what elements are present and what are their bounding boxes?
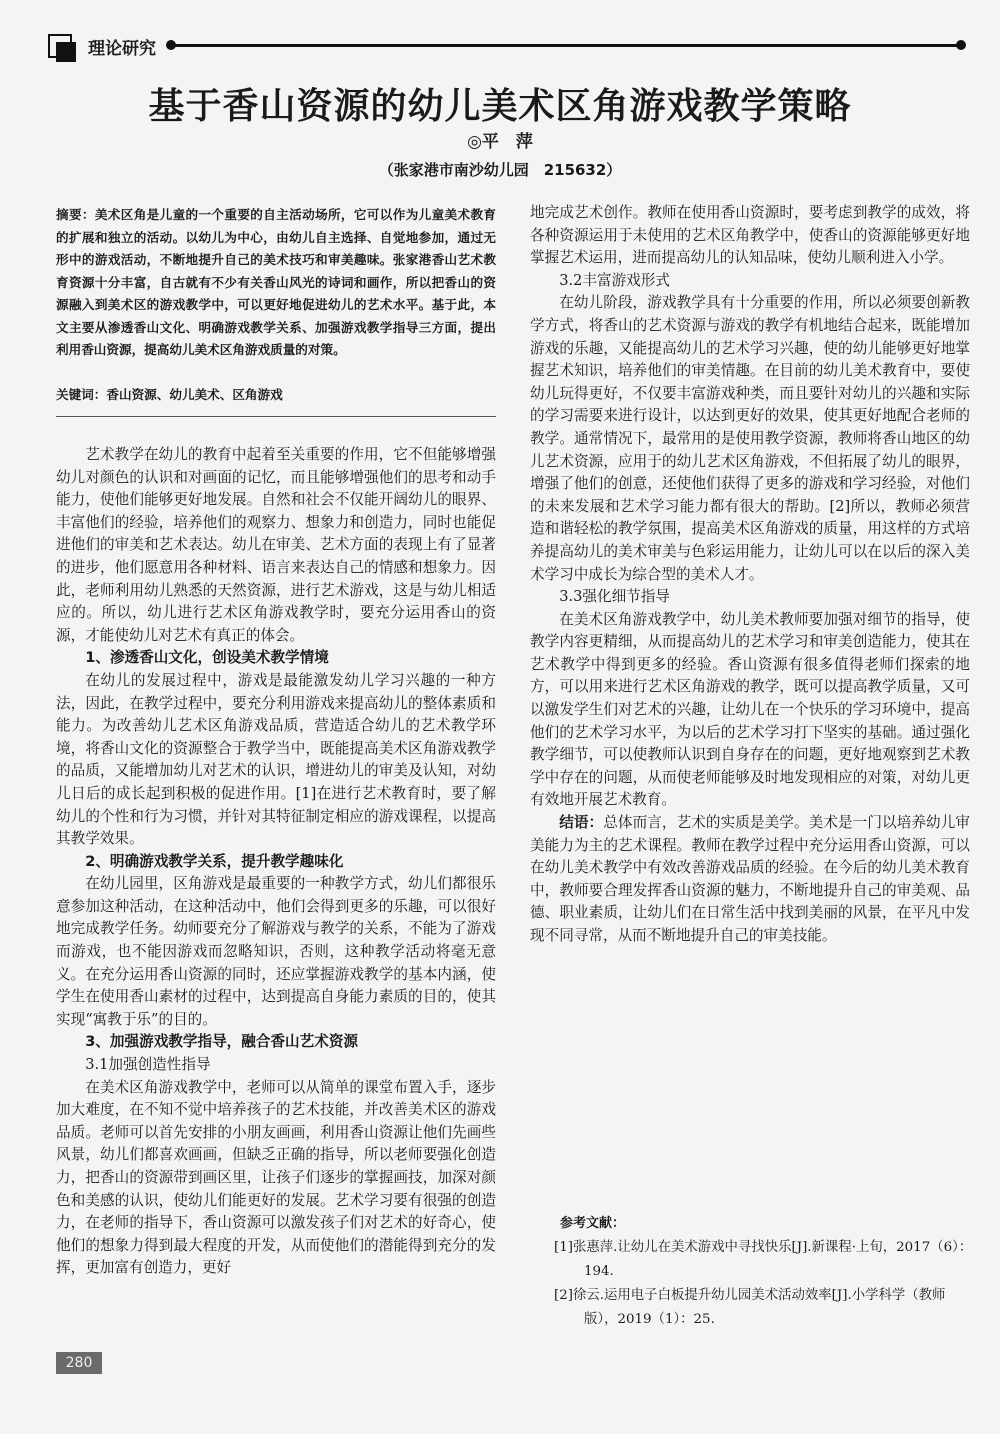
right-column <box>530 202 970 948</box>
header-dot-right <box>956 40 966 50</box>
subheading-3-2: 3.2丰富游戏形式 <box>559 271 670 289</box>
section-header <box>48 26 968 66</box>
abstract-divider <box>56 416 496 417</box>
keywords: 关键词：香山资源、幼儿美术、区角游戏 <box>56 387 283 402</box>
intro-paragraph: 艺术教学在幼儿的教育中起着至关重要的作用，它不但能够增强幼儿对颜色的认识和对画面的记忆，而且能够增强他们的思考和动手能力，使他们能够更好地发展。自然和社会不仅能开阔幼儿的眼界、丰富他们的经验，培养他们的观察力、想象力和创造力，同时也能促进他们的审美和艺术表达。幼儿在审美、艺术方面的表现上有了显著的进步，他们愿意用各种材料、语言来表达自己的情感和想象力。因此，老师利用幼儿熟悉的天然资源，进行艺术游戏，这是与幼儿相适应的。所以，幼儿进行艺术区角游戏教学时，要充分运用香山的资源，才能使幼儿对艺术有真正的体会。 <box>56 446 496 644</box>
paragraph-3-2: 在幼儿阶段，游戏教学具有十分重要的作用，所以必须要创新教学方式，将香山的艺术资源与游戏的教学有机地结合起来，既能增加游戏的乐趣，又能提高幼儿的艺术学习兴趣，使的幼儿能够更好地掌握艺术知识，培养他们的审美情趣。在目前的幼儿美术教育中，要使幼儿玩得更好，不仅要丰富游戏种类，而且要针对幼儿的兴趣和实际的学习需要来进行设计，以达到更好的效果，使其更好地配合老师的教学。通常情况下，最常用的是使用教学资源，教师将香山地区的幼儿艺术资源，应用于的幼儿艺术区角游戏，不但拓展了幼儿的眼界，增强了他们的创意，还使他们获得了更多的游戏和学习经验，对他们的未来发展和艺术学习能力都有很大的帮助。[2]所以，教师必须营造和谐轻松的教学氛围，提高美术区角游戏的质量，用这样的方式培养提高幼儿的美术审美与色彩运用能力，让幼儿可以在以后的深入美术学习中成长为综合型的美术人才。 <box>530 294 970 583</box>
heading-1: 1、渗透香山文化，创设美术教学情境 <box>85 649 329 667</box>
conclusion-paragraph <box>530 812 970 948</box>
author: ◎平 萍 <box>467 132 533 152</box>
paragraph-3-1: 在美术区角游戏教学中，老师可以从简单的课堂布置入手，逐步加大难度，在不知不觉中培养孩子的艺术技能，并改善美术区的游戏品质。老师可以首先安排的小朋友画画，利用香山资源让他们先画些风景，幼儿们都喜欢画画，但缺乏正确的指导，所以老师要强化创造力，把香山的资源带到画区里，让孩子们逐步的掌握画技，加深对颜色和美感的认识，使幼儿们能更好的发展。艺术学习要有很强的创造力，在老师的指导下，香山资源可以激发孩子们对艺术的好奇心，使他们的想象力得到最大程度的开发，从而使他们的潜能得到充分的发挥，更加富有创造力，更好 <box>56 1078 496 1277</box>
references <box>554 1212 974 1332</box>
continued-paragraph: 地完成艺术创作。教师在使用香山资源时，要考虑到教学的成效，将各种资源运用于未使用的艺术区角教学中，使香山的资源能够更好地掌握艺术运用，进而提高幼儿的认知品味，使幼儿顺利进入小学。 <box>530 204 970 267</box>
affiliation: （张家港市南沙幼儿园 215632） <box>378 161 622 179</box>
conclusion-label: 结语： <box>559 814 604 832</box>
section-label: 理论研究 <box>88 39 156 59</box>
paragraph-3-3: 在美术区角游戏教学中，幼儿美术教师要加强对细节的指导，使教学内容更精细，从而提高幼儿的艺术学习和审美创造能力，使其在艺术教学中得到更多的经验。香山资源有很多值得老师们探索的地方，可以用来进行艺术区角游戏的教学，既可以提高教学质量，又可以激发学生们对艺术的兴趣，让幼儿在一个快乐的学习环境中，提高他们的艺术学习水平，为以后的艺术学习打下坚实的基础。通过强化教学细节，可以使教师认识到自身存在的问题，更好地观察到艺术教学中存在的问题，从而使老师能够及时地发现相应的对策，对幼儿更有效地开展艺术教育。 <box>530 610 970 809</box>
header-rule <box>174 44 960 47</box>
heading-2: 2、明确游戏教学关系，提升教学趣味化 <box>85 852 344 870</box>
abstract: 摘要：美术区角是儿童的一个重要的自主活动场所，它可以作为儿童美术教育的扩展和独立的活动。以幼儿为中心，由幼儿自主选择、自觉地参加，通过无形中的游戏活动，不断地提升自己的美术技巧和审美趣味。张家港香山艺术教育资源十分丰富，自古就有不少有关香山风光的诗词和画作，所以把香山的资源融入到美术区的游戏教学中，可以更好地促进幼儿的艺术水平。基于此，本文主要从渗透香山文化、明确游戏教学关系、加强游戏教学指导三方面，提出利用香山资源，提高幼儿美术区角游戏质量的对策。 <box>56 207 496 357</box>
subheading-3-3: 3.3强化细节指导 <box>559 588 670 606</box>
section-marker-icon <box>48 34 78 62</box>
references-heading: 参考文献： <box>560 1216 626 1231</box>
reference-item: [2]徐云.运用电子白板提升幼儿园美术活动效率[J].小学科学（教师版），2019（1）：25. <box>554 1288 946 1327</box>
heading-3: 3、加强游戏教学指导，融合香山艺术资源 <box>85 1033 359 1051</box>
paragraph-2: 在幼儿园里，区角游戏是最重要的一种教学方式，幼儿们都很乐意参加这种活动，在这种活动中，他们会得到更多的乐趣，可以很好地完成教学任务。幼师要充分了解游戏与教学的关系，不能为了游戏而游戏，也不能因游戏而忽略知识，否则，这种教学活动将毫无意义。在充分运用香山资源的同时，还应掌握游戏教学的基本内涵，使学生在使用香山素材的过程中，达到提高自身能力素质的目的，使其实现“寓教于乐”的目的。 <box>56 875 496 1028</box>
left-column <box>56 444 496 1280</box>
paragraph-1: 在幼儿的发展过程中，游戏是最能激发幼儿学习兴趣的一种方法，因此，在教学过程中，要充分利用游戏来提高幼儿的整体素质和能力。为改善幼儿艺术区角游戏品质，营造适合幼儿的艺术教学环境，将香山文化的资源整合于教学当中，既能提高美术区角游戏教学的品质，又能增加幼儿对艺术的认识，增进幼儿的审美及认知，对幼儿日后的成长起到积极的促进作用。[1]在进行艺术教育时，要了解幼儿的个性和行为习惯，并针对其特征制定相应的游戏课程，以提高其教学效果。 <box>56 671 496 848</box>
article-title: 基于香山资源的幼儿美术区角游戏教学策略 <box>148 86 852 127</box>
conclusion-text: 总体而言，艺术的实质是美学。美术是一门以培养幼儿审美能力为主的艺术课程。教师在教学过程中充分运用香山资源，可以在幼儿美术教学中有效改善游戏品质的经验。在今后的幼儿美术教育中，教师要合理发挥香山资源的魅力，不断地提升自己的审美观、品德、职业素质，让幼儿们在日常生活中找到美丽的风景，在平凡中发现不同寻常，从而不断地提升自己的审美技能。 <box>530 814 970 944</box>
reference-item: [1]张惠萍.让幼儿在美术游戏中寻找快乐[J].新课程·上旬，2017（6）：194. <box>554 1240 973 1279</box>
page-number: 280 <box>56 1352 102 1374</box>
subheading-3-1: 3.1加强创造性指导 <box>85 1056 211 1074</box>
